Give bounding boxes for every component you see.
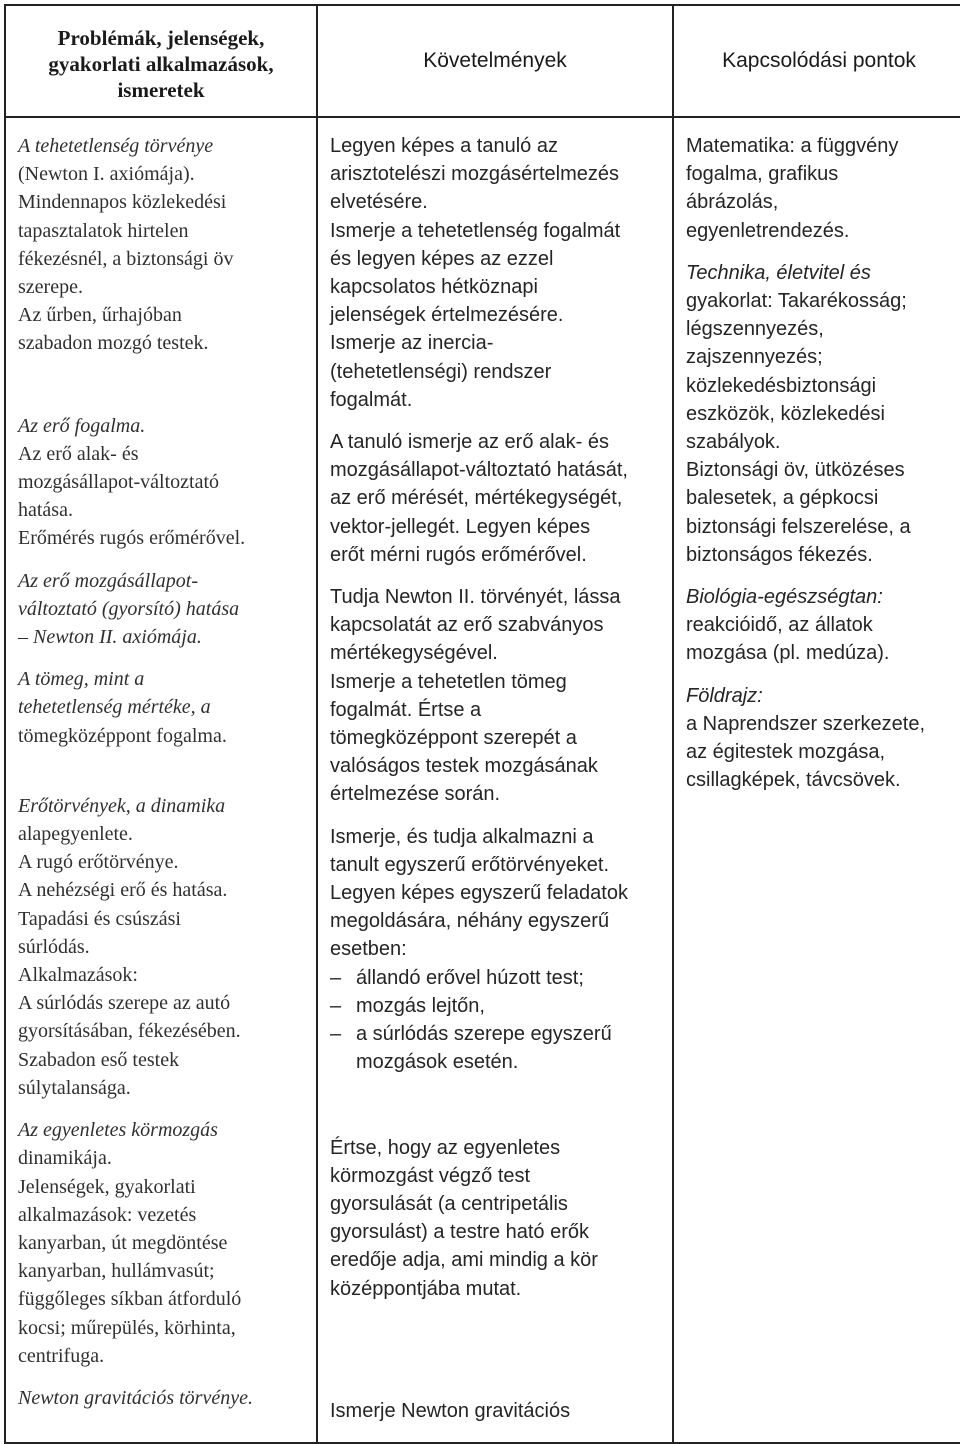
text-line: Tapadási és csúszási [18, 907, 181, 930]
text-line: elvetésére. [330, 191, 428, 214]
text-line: Jelenségek, gyakorlati [18, 1175, 196, 1198]
text-line: esetben: [330, 938, 407, 961]
text-line: légszennyezés, [686, 318, 824, 341]
text-line: alkalmazások: vezetés [18, 1203, 197, 1226]
text-line: Biztonsági öv, ütközéses [686, 459, 905, 482]
text-line: Matematika: a függvény [686, 135, 899, 157]
text-line: Értse, hogy az egyenletes [330, 1136, 561, 1159]
section-gravitation [18, 1384, 310, 1412]
text-line: Mindennapos közlekedési [18, 191, 227, 214]
text-line: körmozgást végző test [330, 1164, 531, 1187]
text-line: – mozgás lejtőn, [356, 994, 485, 1017]
text-line: fogalmát. Értse a [330, 698, 482, 721]
req-gravitation [330, 1397, 666, 1425]
text-line: értelmezése során. [330, 783, 501, 806]
text-line: gyorsulást) a testre ható erők [330, 1221, 590, 1244]
conn-biology [686, 583, 958, 668]
text-line: Az erő fogalma. [18, 414, 146, 437]
text-line: dinamikája. [18, 1147, 112, 1170]
text-line: valóságos testek mozgásának [330, 755, 598, 778]
text-line: kapcsolatos hétköznapi [330, 276, 538, 299]
text-line: Az erő alak- és [18, 442, 139, 465]
subject-label: Földrajz: [686, 684, 763, 707]
header-problems-line: gyakorlati alkalmazások, [48, 52, 274, 76]
text-line: közlekedésbiztonsági [686, 374, 877, 397]
text-line: jelenségek értelmezésére. [330, 304, 564, 327]
header-connections: Kapcsolódási pontok [673, 5, 960, 117]
text-line: centrifuga. [18, 1344, 105, 1367]
conn-technology [686, 259, 958, 569]
section-force-concept [18, 412, 310, 553]
text-line: mozgásállapot-változtató [18, 471, 220, 494]
text-line: szabályok. [686, 431, 781, 454]
text-line: – a súrlódás szerepe egyszerű [356, 1023, 612, 1046]
section-newton-ii [18, 567, 310, 652]
text-line: középpontjába mutat. [330, 1277, 522, 1300]
header-requirements: Követelmények [317, 5, 673, 117]
header-row [5, 5, 960, 117]
text-line: az égitestek mozgása, [686, 741, 885, 764]
text-line: gyorsításában, fékezésében. [18, 1020, 241, 1043]
text-line: Alkalmazások: [18, 964, 138, 987]
text-line: reakcióidő, az állatok [686, 614, 873, 637]
text-line: mozgásállapot-változtató hatását, [330, 459, 628, 482]
section-mass [18, 665, 310, 750]
text-line: erőt mérni rugós erőmérővel. [330, 543, 587, 566]
text-line: A tömeg, mint a [18, 668, 145, 691]
text-line: Ismerje a tehetetlen tömeg [330, 670, 567, 693]
conn-math [686, 132, 958, 245]
req-inertia [330, 132, 666, 414]
req-force [330, 428, 666, 569]
text-line: és legyen képes az ezzel [330, 247, 554, 270]
text-line: kanyarban, hullámvasút; [18, 1260, 215, 1283]
text-line: függőleges síkban átforduló [18, 1288, 242, 1311]
text-line: csillagképek, távcsövek. [686, 769, 901, 792]
text-line: Erőmérés rugós erőmérővel. [18, 527, 246, 550]
text-line: Ismerje Newton gravitációs [330, 1399, 571, 1422]
text-line: fogalma, grafikus [686, 163, 839, 186]
subject-label: Technika, életvitel és [686, 261, 871, 284]
text-line: Tudja Newton II. törvényét, lássa [330, 586, 621, 609]
header-problems-line: ismeretek [117, 78, 205, 102]
text-line: Az űrben, űrhajóban [18, 304, 182, 327]
subject-label: Biológia-egészségtan: [686, 586, 883, 609]
text-line: – Newton II. axiómája. [18, 626, 202, 649]
requirements-column [317, 117, 673, 1443]
text-line: mértékegységével. [330, 642, 498, 665]
req-force-laws [330, 823, 666, 1077]
text-line: tapasztalatok hirtelen [18, 219, 189, 242]
text-line: kanyarban, út megdöntése [18, 1231, 228, 1254]
text-line: súrlódás. [18, 935, 90, 958]
text-line: A súrlódás szerepe az autó [18, 992, 231, 1015]
text-line: (Newton I. axiómája). [18, 163, 195, 186]
text-line: az erő mérését, mértékegységét, [330, 487, 623, 510]
text-line: biztonságos fékezés. [686, 543, 873, 566]
text-line: tömegközéppont szerepét a [330, 727, 577, 750]
text-line: vektor-jellegét. Legyen képes [330, 515, 591, 538]
connections-column [673, 117, 960, 1443]
text-line: biztonsági felszerelése, a [686, 515, 911, 538]
text-line: balesetek, a gépkocsi [686, 487, 879, 510]
text-line: szerepe. [18, 276, 83, 299]
text-line: egyenletrendezés. [686, 219, 850, 242]
text-line: kocsi; műrepülés, körhinta, [18, 1316, 236, 1339]
text-line: Erőtörvények, a dinamika [18, 794, 226, 817]
text-line: változtató (gyorsító) hatása [18, 597, 240, 620]
list-item [330, 992, 666, 1020]
text-line: megoldására, néhány egyszerű [330, 910, 610, 933]
text-line: hatása. [18, 499, 73, 522]
text-line: Szabadon eső testek [18, 1048, 180, 1071]
text-line: A nehézségi erő és hatása. [18, 879, 228, 902]
text-line: Az egyenletes körmozgás [18, 1119, 218, 1142]
text-line: mozgása (pl. medúza). [686, 642, 890, 665]
list-item [330, 1020, 666, 1076]
text-line: szabadon mozgó testek. [18, 332, 209, 355]
section-force-laws [18, 792, 310, 1102]
text-line: gyakorlat: Takarékosság; [686, 290, 907, 313]
req-newton-ii [330, 583, 666, 809]
text-line: fogalmát. [330, 388, 413, 411]
text-line: zajszennyezés; [686, 346, 823, 369]
text-line: Ismerje, és tudja alkalmazni a [330, 825, 594, 848]
text-line: A tehetetlenség törvénye [18, 135, 214, 157]
text-line: arisztotelészi mozgásértelmezés [330, 163, 619, 186]
text-line: alapegyenlete. [18, 823, 133, 846]
text-line: a Naprendszer szerkezete, [686, 712, 926, 735]
curriculum-table [4, 4, 960, 1444]
text-line: súlytalansága. [18, 1076, 131, 1099]
conn-geography [686, 682, 958, 795]
text-line: Legyen képes egyszerű feladatok [330, 882, 628, 905]
header-problems [5, 5, 317, 117]
text-line: A tanuló ismerje az erő alak- és [330, 431, 610, 454]
section-circular-motion [18, 1116, 310, 1370]
text-line: Az erő mozgásállapot- [18, 569, 198, 592]
text-line: mozgások esetén. [356, 1051, 519, 1074]
text-line: tanult egyszerű erőtörvényeket. [330, 853, 610, 876]
problems-column [5, 117, 317, 1443]
text-line: A rugó erőtörvénye. [18, 851, 179, 874]
text-line: tömegközéppont fogalma. [18, 724, 227, 747]
text-line: eszközök, közlekedési [686, 402, 885, 425]
text-line: (tehetetlenségi) rendszer [330, 360, 552, 383]
text-line: Ismerje a tehetetlenség fogalmát [330, 219, 621, 242]
section-inertia-topics [18, 132, 310, 358]
text-line: ábrázolás, [686, 191, 779, 214]
text-line: tehetetlenség mértéke, a [18, 696, 211, 719]
header-problems-line: Problémák, jelenségek, [57, 26, 265, 50]
text-line: – állandó erővel húzott test; [356, 966, 584, 989]
text-line: eredője adja, ami mindig a kör [330, 1249, 598, 1272]
text-line: gyorsulását (a centripetális [330, 1192, 568, 1215]
text-line: Newton gravitációs törvénye. [18, 1386, 253, 1409]
req-circular-motion [330, 1134, 666, 1303]
text-line: Legyen képes a tanuló az [330, 135, 558, 157]
content-row [5, 117, 960, 1443]
list-item [330, 964, 666, 992]
text-line: Ismerje az inercia- [330, 332, 494, 355]
text-line: fékezésnél, a biztonsági öv [18, 247, 234, 270]
text-line: kapcsolatát az erő szabványos [330, 614, 604, 637]
